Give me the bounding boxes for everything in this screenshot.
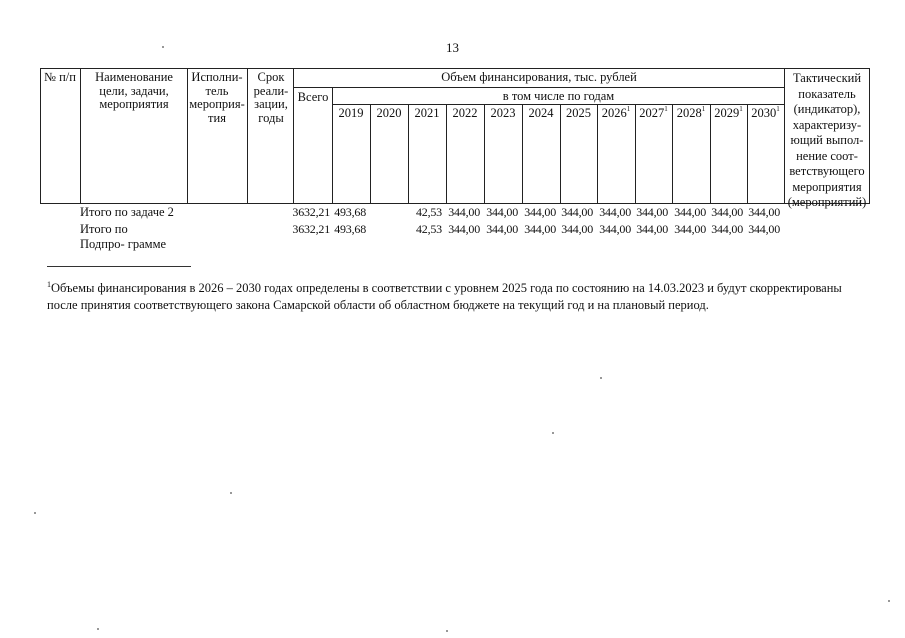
row-label-subprogram: Итого по Подпро- грамме — [80, 222, 167, 251]
scan-speck — [446, 630, 448, 632]
header-year-2029: 2029$^1$ — [714, 105, 743, 120]
row-value-2021: 42,53 — [415, 222, 442, 236]
page-number: 13 — [446, 40, 459, 55]
row-value-2030: 344,00 — [748, 205, 780, 219]
header-year-2023: 2023 — [490, 106, 516, 120]
header-executor: Исполни- тель мероприя- тия — [189, 70, 245, 125]
row-value-2024: 344,00 — [524, 205, 556, 219]
scan-speck — [97, 628, 99, 630]
header-year-2020: 2020 — [376, 106, 402, 120]
scan-speck — [230, 492, 232, 494]
header-year-2021: 2021 — [414, 106, 440, 120]
header-number: № п/п — [44, 70, 76, 84]
row-value-2026: 344,00 — [599, 222, 631, 236]
row-value-2029: 344,00 — [711, 222, 743, 236]
row-value-2022: 344,00 — [448, 222, 480, 236]
header-year-2019: 2019 — [338, 106, 364, 120]
footnote-mark: 1 — [47, 280, 51, 289]
scan-speck — [552, 432, 554, 434]
row-value-2029: 344,00 — [711, 205, 743, 219]
row-value-2028: 344,00 — [674, 205, 706, 219]
row-value-2025: 344,00 — [561, 222, 593, 236]
footnote — [47, 276, 862, 314]
row-value-2019: 493,68 — [334, 205, 366, 219]
scan-speck — [600, 377, 602, 379]
row-value-2026: 344,00 — [599, 205, 631, 219]
row-value-2023: 344,00 — [486, 205, 518, 219]
header-year-2025: 2025 — [566, 106, 591, 120]
row-value-2025: 344,00 — [561, 205, 593, 219]
scan-speck — [34, 512, 36, 514]
scan-speck — [162, 46, 164, 48]
footnote-rule — [47, 266, 191, 267]
footnote-text: Объемы финансирования в 2026 – 2030 годах определены в соответствии с уровнем 2025 года по состоянию на 14.03.2023 и будут скорректированы после принятия соответствующего закона Самарской области об областном бюджете на текущий год и на плановый период. — [47, 281, 842, 313]
row-total: 3632,21 — [292, 205, 330, 219]
row-value-2021: 42,53 — [415, 205, 442, 219]
row-value-2019: 493,68 — [334, 222, 366, 236]
header-year-2022: 2022 — [452, 106, 478, 120]
row-value-2027: 344,00 — [636, 222, 668, 236]
header-indicator: Тактический показатель (индикатор), характеризу- ющий выпол- нение соот- ветствующего мероприятия (мероприятий) — [787, 71, 867, 209]
header-year-2030: 2030$^1$ — [751, 105, 780, 120]
header-by-years: в том числе по годам — [502, 89, 615, 103]
scan-speck — [888, 600, 890, 602]
row-total: 3632,21 — [292, 222, 330, 236]
header-name: Наименование цели, задачи, мероприятия — [95, 70, 173, 111]
row-value-2022: 344,00 — [448, 205, 480, 219]
header-year-2024: 2024 — [528, 106, 554, 120]
header-year-2028: 2028$^1$ — [676, 105, 706, 120]
header-funding: Объем финансирования, тыс. рублей — [441, 70, 637, 84]
header-year-2026: 2026$^1$ — [601, 105, 631, 120]
header-year-2027: 2027$^1$ — [639, 105, 668, 120]
row-value-2028: 344,00 — [674, 222, 706, 236]
row-value-2024: 344,00 — [524, 222, 556, 236]
row-value-2030: 344,00 — [748, 222, 780, 236]
row-label-task-2: Итого по задаче 2 — [80, 205, 174, 219]
row-value-2023: 344,00 — [486, 222, 518, 236]
header-term: Срок реали- зации, годы — [253, 70, 289, 125]
header-total: Всего — [297, 90, 329, 104]
row-value-2027: 344,00 — [636, 205, 668, 219]
